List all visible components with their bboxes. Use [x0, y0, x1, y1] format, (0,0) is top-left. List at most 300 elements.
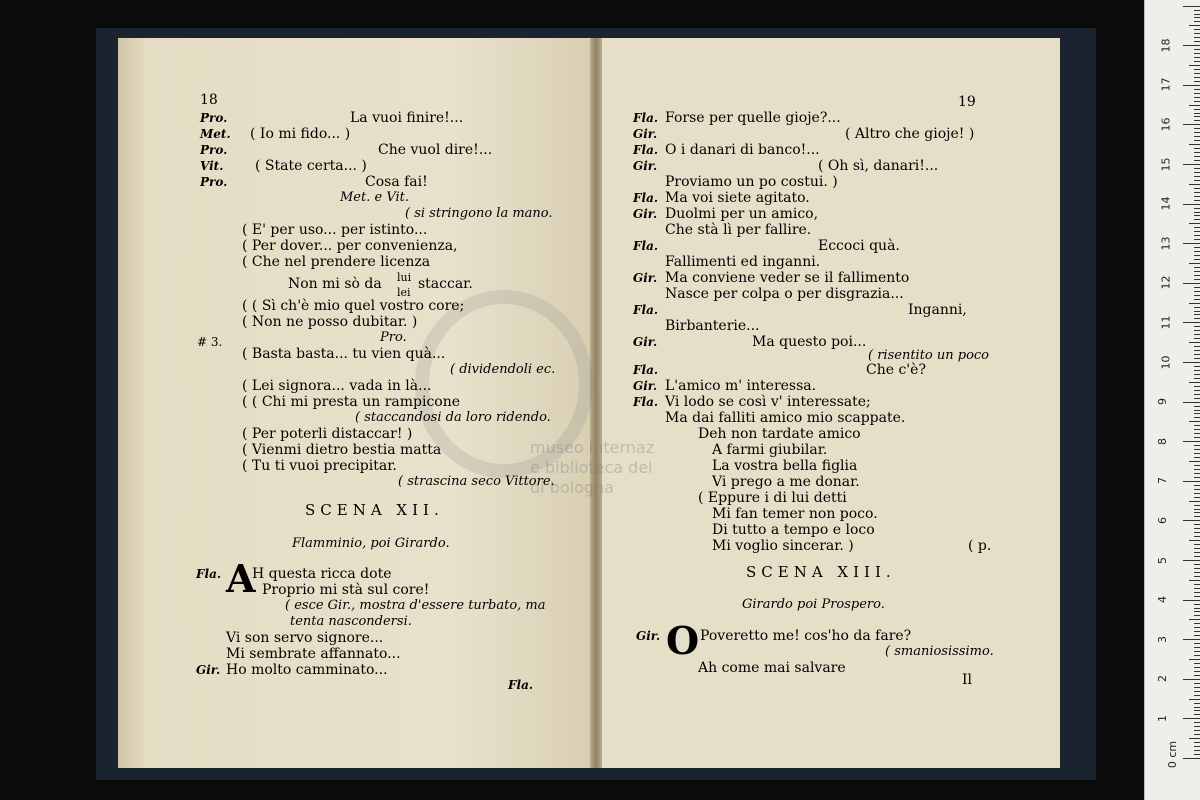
text-line: ( Eppure i di lui detti — [698, 490, 847, 506]
ruler-tick — [1194, 703, 1200, 704]
ruler-tick — [1194, 109, 1200, 110]
watermark-line: e biblioteca del — [530, 458, 653, 477]
ruler-tick — [1183, 441, 1200, 442]
measuring-ruler — [1144, 0, 1200, 800]
ruler-tick — [1194, 410, 1200, 411]
ruler-tick — [1194, 314, 1200, 315]
ruler-number: 8 — [1156, 437, 1169, 445]
ruler-number: 15 — [1159, 157, 1173, 172]
text-line: ( esce Gir., mostra d'essere turbato, ma — [285, 598, 546, 613]
text-line: ( si stringono la mano. — [405, 206, 553, 221]
ruler-tick — [1194, 548, 1200, 549]
text-line: Forse per quelle gioje?... — [665, 110, 841, 126]
ruler-tick — [1183, 164, 1200, 165]
ruler-tick — [1194, 524, 1200, 525]
text-line: ( Basta basta... tu vien quà... — [242, 346, 446, 362]
ruler-tick — [1194, 73, 1200, 74]
ruler-tick — [1194, 710, 1200, 711]
ruler-tick — [1194, 97, 1200, 98]
ruler-tick — [1194, 200, 1200, 201]
scene-subtitle-right: Girardo poi Prospero. — [742, 597, 885, 612]
scene-title-left: SCENA XII. — [305, 501, 444, 519]
speaker-label: Fla. — [633, 111, 659, 125]
ruler-tick — [1194, 572, 1200, 573]
text-line: ( risentito un poco — [868, 348, 990, 363]
ruler-tick — [1189, 382, 1200, 383]
ruler-tick — [1194, 354, 1200, 355]
ruler-tick — [1194, 398, 1200, 399]
ruler-number: 6 — [1156, 517, 1169, 524]
ruler-tick — [1189, 303, 1200, 304]
ruler-tick — [1194, 532, 1200, 533]
ruler-tick — [1194, 307, 1200, 308]
text-line: La vuoi finire!... — [350, 110, 464, 126]
speaker-label: Gir. — [636, 629, 661, 643]
ruler-unit: 0 cm — [1166, 740, 1180, 769]
ruler-tick — [1194, 485, 1200, 486]
ruler-tick — [1194, 318, 1200, 319]
text-line: Mi sembrate affannato... — [226, 646, 401, 662]
ruler-tick — [1194, 350, 1200, 351]
ruler-tick — [1194, 429, 1200, 430]
text-line: Met. e Vit. — [340, 190, 409, 205]
catchword-right: Il — [962, 672, 973, 688]
ruler-tick — [1194, 287, 1200, 288]
ruler-tick — [1194, 77, 1200, 78]
text-line: ( staccandosi da loro ridendo. — [355, 410, 551, 425]
ruler-tick — [1194, 128, 1200, 129]
ruler-tick — [1194, 445, 1200, 446]
ruler-tick — [1183, 402, 1200, 403]
ruler-tick — [1183, 639, 1200, 640]
ruler-tick — [1194, 374, 1200, 375]
ruler-number: 12 — [1159, 275, 1173, 290]
ruler-tick — [1194, 552, 1200, 553]
text-line: tenta nascondersi. — [290, 614, 412, 629]
ruler-tick — [1194, 239, 1200, 240]
ruler-tick — [1194, 89, 1200, 90]
ruler-tick — [1194, 608, 1200, 609]
ruler-tick — [1194, 493, 1200, 494]
text-line: ( Non ne posso dubitar. ) — [242, 314, 418, 330]
ruler-tick — [1183, 124, 1200, 125]
ruler-tick — [1194, 707, 1200, 708]
ruler-tick — [1194, 334, 1200, 335]
ruler-tick — [1194, 21, 1200, 22]
text-line: Vi son servo signore... — [226, 630, 384, 646]
ruler-tick — [1189, 619, 1200, 620]
text-line: ( Vienmi dietro bestia matta — [242, 442, 442, 458]
ruler-tick — [1183, 45, 1200, 46]
ruler-tick — [1189, 184, 1200, 185]
text-line: Vi prego a me donar. — [712, 474, 860, 490]
text-line: Pro. — [380, 330, 407, 345]
ruler-tick — [1183, 600, 1200, 601]
ruler-tick — [1194, 683, 1200, 684]
ruler-tick — [1194, 136, 1200, 137]
ruler-tick — [1194, 556, 1200, 557]
ruler-tick — [1183, 204, 1200, 205]
ruler-tick — [1194, 604, 1200, 605]
ruler-number: 7 — [1156, 477, 1169, 485]
text-line: ( smaniosissimo. — [885, 644, 994, 659]
text-line: staccar. — [418, 276, 473, 292]
ruler-tick — [1189, 540, 1200, 541]
ruler-tick — [1183, 481, 1200, 482]
ruler-tick — [1194, 647, 1200, 648]
ruler-tick — [1194, 29, 1200, 30]
ruler-tick — [1194, 235, 1200, 236]
ruler-tick — [1194, 247, 1200, 248]
ruler-tick — [1189, 105, 1200, 106]
ruler-tick — [1194, 643, 1200, 644]
ruler-tick — [1194, 627, 1200, 628]
ruler-tick — [1189, 659, 1200, 660]
text-line: ( dividendoli ec. — [450, 362, 556, 377]
text-line: ( Oh sì, danari!... — [818, 158, 939, 174]
text-line: Cosa fai! — [365, 174, 428, 190]
text-line: Ma questo poi... — [752, 334, 867, 350]
ruler-tick — [1194, 366, 1200, 367]
ruler-tick — [1194, 469, 1200, 470]
speaker-label: Fla. — [633, 363, 659, 377]
ruler-tick — [1183, 283, 1200, 284]
ruler-number: 5 — [1156, 556, 1169, 564]
ruler-tick — [1194, 81, 1200, 82]
text-line: lei — [397, 286, 411, 299]
ruler-tick — [1194, 279, 1200, 280]
ruler-tick — [1194, 295, 1200, 296]
ruler-tick — [1189, 501, 1200, 502]
ruler-tick — [1183, 322, 1200, 323]
ruler-tick — [1194, 14, 1200, 15]
ruler-tick — [1194, 497, 1200, 498]
ruler-tick — [1194, 390, 1200, 391]
ruler-tick — [1194, 726, 1200, 727]
ruler-number: 4 — [1156, 596, 1169, 604]
ruler-tick — [1194, 152, 1200, 153]
text-line: ( ( Sì ch'è mio quel vostro core; — [242, 298, 465, 314]
text-line: Ho molto camminato... — [226, 662, 388, 678]
ruler-tick — [1194, 489, 1200, 490]
text-line: Proviamo un po costui. ) — [665, 174, 838, 190]
ruler-tick — [1189, 223, 1200, 224]
text-line: O i danari di banco!... — [665, 142, 820, 158]
ruler-tick — [1194, 754, 1200, 755]
ruler-tick — [1194, 132, 1200, 133]
speaker-label: Fla. — [196, 567, 222, 581]
speaker-label: Vit. — [200, 159, 224, 173]
ruler-tick — [1189, 65, 1200, 66]
ruler-tick — [1194, 505, 1200, 506]
text-line: Non mi sò da — [288, 276, 382, 292]
speaker-label: Pro. — [200, 175, 228, 189]
ruler-tick — [1194, 299, 1200, 300]
ruler-tick — [1194, 93, 1200, 94]
ruler-tick — [1194, 176, 1200, 177]
ruler-tick — [1194, 746, 1200, 747]
ruler-tick — [1194, 714, 1200, 715]
text-line: Che vuol dire!... — [378, 142, 493, 158]
ruler-tick — [1194, 623, 1200, 624]
ruler-tick — [1194, 592, 1200, 593]
text-line: Mi voglio sincerar. ) — [712, 538, 854, 554]
ruler-tick — [1189, 580, 1200, 581]
text-line: H questa ricca dote — [252, 566, 392, 582]
text-line: Vi lodo se così v' interessate; — [665, 394, 871, 410]
speaker-label: Pro. — [200, 143, 228, 157]
ruler-tick — [1194, 663, 1200, 664]
ruler-tick — [1194, 675, 1200, 676]
ruler-tick — [1194, 148, 1200, 149]
ruler-tick — [1194, 338, 1200, 339]
ruler-number: 17 — [1159, 77, 1173, 92]
ruler-tick — [1194, 231, 1200, 232]
ruler-tick — [1194, 734, 1200, 735]
text-line: L'amico m' interessa. — [665, 378, 817, 394]
ruler-tick — [1194, 113, 1200, 114]
text-line: Che stà lì per fallire. — [665, 222, 812, 238]
text-line: ( Altro che gioje! ) — [845, 126, 975, 142]
ruler-tick — [1194, 386, 1200, 387]
ruler-tick — [1194, 615, 1200, 616]
ruler-tick — [1194, 687, 1200, 688]
ruler-tick — [1194, 208, 1200, 209]
ruler-tick — [1194, 588, 1200, 589]
ruler-tick — [1194, 631, 1200, 632]
ruler-tick — [1194, 358, 1200, 359]
ruler-tick — [1194, 326, 1200, 327]
ruler-tick — [1183, 718, 1200, 719]
ruler-tick — [1194, 17, 1200, 18]
text-line: ( Per dover... per convenienza, — [242, 238, 458, 254]
ruler-number: 10 — [1159, 355, 1173, 370]
ruler-number: 1 — [1156, 715, 1169, 722]
ruler-tick — [1189, 25, 1200, 26]
ruler-number: 13 — [1159, 236, 1173, 251]
ruler-tick — [1189, 699, 1200, 700]
text-line: La vostra bella figlia — [712, 458, 858, 474]
scene-subtitle-left: Flamminio, poi Girardo. — [292, 536, 450, 551]
ruler-tick — [1194, 267, 1200, 268]
text-line: ( Per poterli distaccar! ) — [242, 426, 413, 442]
ruler-tick — [1194, 477, 1200, 478]
drop-cap-left: A — [226, 556, 256, 601]
ruler-tick — [1194, 219, 1200, 220]
text-line: Duolmi per un amico, — [665, 206, 819, 222]
text-line: Ma conviene veder se il fallimento — [665, 270, 910, 286]
catchword-left: Fla. — [508, 678, 534, 692]
ruler-tick — [1183, 758, 1200, 759]
ruler-tick — [1194, 509, 1200, 510]
ruler-tick — [1183, 6, 1200, 7]
ruler-tick — [1194, 406, 1200, 407]
ruler-tick — [1194, 611, 1200, 612]
ruler-tick — [1194, 33, 1200, 34]
ruler-tick — [1194, 271, 1200, 272]
ruler-tick — [1194, 57, 1200, 58]
ruler-tick — [1194, 576, 1200, 577]
ruler-tick — [1194, 227, 1200, 228]
page-number-left: 18 — [200, 92, 218, 108]
text-line: Ah come mai salvare — [698, 660, 846, 676]
ruler-tick — [1194, 120, 1200, 121]
speaker-label: Fla. — [633, 191, 659, 205]
scene-title-right: SCENA XIII. — [746, 563, 896, 581]
ruler-tick — [1194, 635, 1200, 636]
ruler-tick — [1194, 37, 1200, 38]
ruler-tick — [1189, 144, 1200, 145]
drop-cap-right: O — [666, 618, 700, 663]
ruler-tick — [1194, 160, 1200, 161]
ruler-tick — [1194, 140, 1200, 141]
ruler-tick — [1194, 378, 1200, 379]
text-line: Birbanterie... — [665, 318, 760, 334]
speaker-label: Gir. — [633, 271, 658, 285]
text-line: Di tutto a tempo e loco — [712, 522, 875, 538]
ruler-number: 3 — [1156, 635, 1169, 643]
speaker-label: Met. — [200, 127, 231, 141]
speaker-label: Fla. — [633, 239, 659, 253]
ruler-number: 9 — [1156, 398, 1169, 406]
ruler-tick — [1194, 695, 1200, 696]
ruler-number: 11 — [1159, 315, 1173, 330]
ruler-tick — [1194, 516, 1200, 517]
ruler-tick — [1194, 255, 1200, 256]
watermark-line: museo internaz — [530, 438, 655, 457]
ruler-tick — [1194, 473, 1200, 474]
ruler-tick — [1194, 69, 1200, 70]
speaker-label: Pro. — [200, 111, 228, 125]
ruler-tick — [1194, 596, 1200, 597]
watermark-line: di bologna — [530, 478, 614, 497]
text-line: Mi fan temer non poco. — [712, 506, 878, 522]
ruler-tick — [1194, 691, 1200, 692]
text-line: Inganni, — [908, 302, 967, 318]
ruler-tick — [1194, 730, 1200, 731]
ruler-tick — [1194, 722, 1200, 723]
text-line: Poveretto me! cos'ho da fare? — [700, 628, 912, 644]
ruler-tick — [1194, 417, 1200, 418]
ruler-tick — [1183, 362, 1200, 363]
text-line: ( Lei signora... vada in là... — [242, 378, 432, 394]
speaker-label: Gir. — [196, 663, 221, 677]
ruler-tick — [1189, 461, 1200, 462]
ruler-tick — [1194, 192, 1200, 193]
text-line: ( ( Chi mi presta un rampicone — [242, 394, 461, 410]
page-number-right: 19 — [958, 94, 976, 110]
ruler-tick — [1183, 520, 1200, 521]
ruler-number: 16 — [1159, 117, 1173, 132]
ruler-tick — [1194, 10, 1200, 11]
speaker-label: Gir. — [633, 335, 658, 349]
speaker-label: Fla. — [633, 395, 659, 409]
ruler-number: 18 — [1159, 38, 1173, 53]
ruler-tick — [1189, 421, 1200, 422]
ruler-tick — [1194, 291, 1200, 292]
ruler-tick — [1194, 168, 1200, 169]
ruler-tick — [1194, 437, 1200, 438]
text-line: lui — [397, 271, 412, 284]
text-line: Che c'è? — [866, 362, 926, 378]
ruler-tick — [1183, 243, 1200, 244]
text-line: Ma voi siete agitato. — [665, 190, 810, 206]
ruler-tick — [1194, 433, 1200, 434]
ruler-tick — [1194, 413, 1200, 414]
text-line: Ma dai falliti amico mio scappate. — [665, 410, 906, 426]
ruler-tick — [1194, 61, 1200, 62]
ruler-tick — [1194, 671, 1200, 672]
ruler-tick — [1194, 667, 1200, 668]
ruler-tick — [1194, 370, 1200, 371]
ruler-tick — [1194, 564, 1200, 565]
ruler-tick — [1194, 156, 1200, 157]
ruler-tick — [1194, 53, 1200, 54]
speaker-label: Gir. — [633, 127, 658, 141]
text-line: A farmi giubilar. — [712, 442, 828, 458]
ruler-tick — [1194, 453, 1200, 454]
ruler-tick — [1194, 425, 1200, 426]
ruler-tick — [1183, 560, 1200, 561]
speaker-label: Fla. — [633, 303, 659, 317]
ruler-tick — [1194, 512, 1200, 513]
ruler-tick — [1194, 196, 1200, 197]
ruler-tick — [1194, 311, 1200, 312]
ruler-tick — [1194, 568, 1200, 569]
text-line: ( Io mi fido... ) — [250, 126, 351, 142]
text-line: ( p. — [968, 538, 992, 554]
ruler-tick — [1183, 679, 1200, 680]
text-line: ( Che nel prendere licenza — [242, 254, 431, 270]
text-line: ( Tu ti vuoi precipitar. — [242, 458, 397, 474]
ruler-tick — [1194, 41, 1200, 42]
ruler-tick — [1194, 215, 1200, 216]
ruler-tick — [1189, 342, 1200, 343]
text-line: ( State certa... ) — [255, 158, 367, 174]
ruler-tick — [1194, 346, 1200, 347]
ruler-tick — [1194, 180, 1200, 181]
speaker-label: Gir. — [633, 207, 658, 221]
ruler-tick — [1194, 49, 1200, 50]
ruler-tick — [1194, 394, 1200, 395]
text-line: Fallimenti ed inganni. — [665, 254, 821, 270]
ruler-tick — [1189, 738, 1200, 739]
ruler-tick — [1194, 457, 1200, 458]
ruler-tick — [1183, 85, 1200, 86]
text-line: Proprio mi stà sul core! — [262, 582, 430, 598]
text-line: Deh non tardate amico — [698, 426, 861, 442]
ruler-number: 2 — [1156, 675, 1169, 683]
book-gutter — [590, 38, 602, 768]
ruler-tick — [1194, 584, 1200, 585]
text-line: ( E' per uso... per istinto... — [242, 222, 428, 238]
ruler-tick — [1194, 101, 1200, 102]
ruler-tick — [1194, 528, 1200, 529]
ruler-tick — [1194, 172, 1200, 173]
ruler-tick — [1194, 536, 1200, 537]
ruler-tick — [1194, 188, 1200, 189]
ruler-tick — [1194, 465, 1200, 466]
text-line: ( strascina seco Vittore. — [398, 474, 555, 489]
speaker-label: Gir. — [633, 159, 658, 173]
text-line: Nasce per colpa o per disgrazia... — [665, 286, 904, 302]
ruler-tick — [1189, 263, 1200, 264]
margin-mark: # 3. — [197, 335, 223, 349]
ruler-tick — [1194, 742, 1200, 743]
ruler-number: 14 — [1159, 196, 1173, 211]
text-line: Eccoci quà. — [818, 238, 900, 254]
ruler-tick — [1194, 750, 1200, 751]
